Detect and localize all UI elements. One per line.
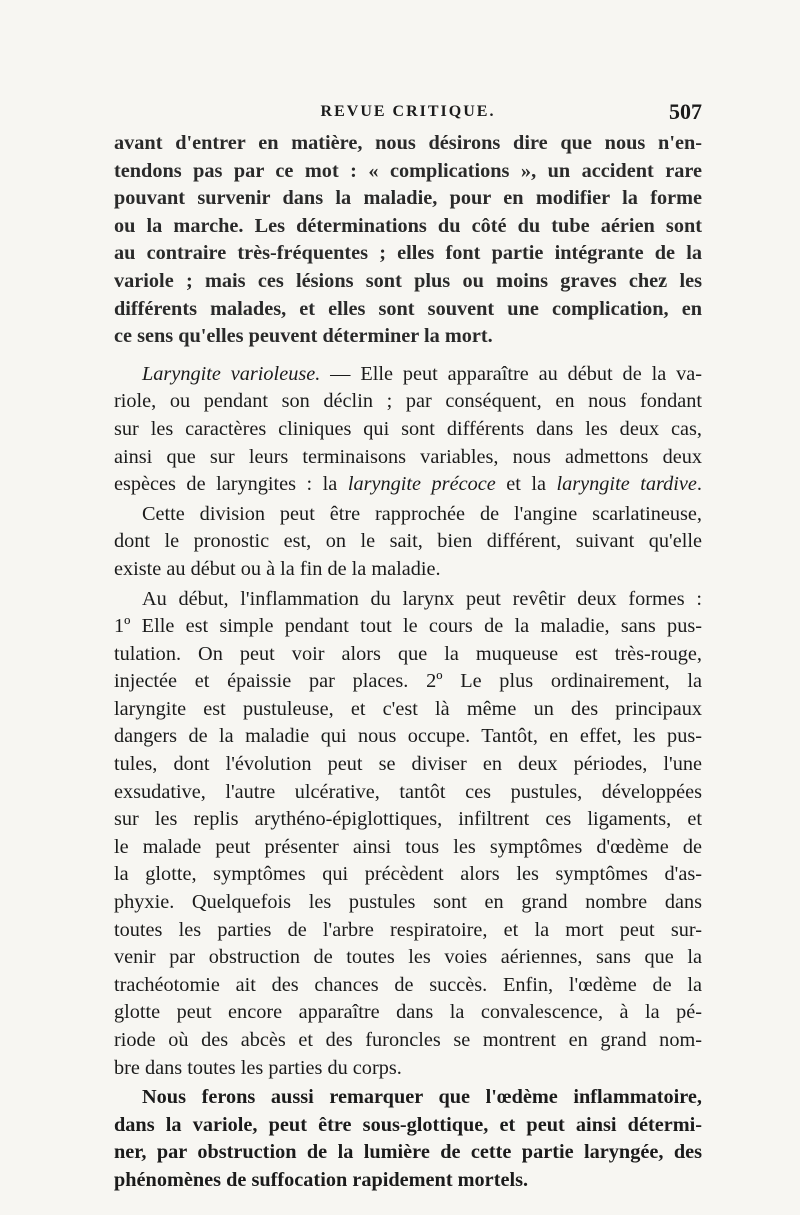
text-line: variole ; mais ces lésions sont plus ou moins graves chez les xyxy=(114,269,702,292)
text-line: tules, dont l'évolution peut se diviser en deux périodes, l'une xyxy=(114,753,702,776)
italic-term: laryngite tardive xyxy=(556,473,697,496)
paragraph-debut xyxy=(114,586,702,1083)
text-line: au contraire très-fréquentes ; elles font partie intégrante de la xyxy=(114,242,702,265)
text-line: 1º Elle est simple pendant tout le cours de la maladie, sans pus- xyxy=(114,615,702,638)
page-number: 507 xyxy=(669,99,702,124)
text-line: injectée et épaissie par places. 2º Le plus ordinairement, la xyxy=(114,670,702,693)
text-line: dangers de la maladie qui nous occupe. Tantôt, en effet, les pus- xyxy=(114,725,702,748)
text-line: pouvant survenir dans la maladie, pour en modifier la forme xyxy=(114,187,702,210)
text-line: sur les replis arythéno-épiglottiques, infiltrent ces ligaments, et xyxy=(114,808,702,831)
text-line: phénomènes de suffocation rapidement mortels. xyxy=(114,1168,529,1191)
text-line: toutes les parties de l'arbre respiratoire, et la mort peut sur- xyxy=(114,918,702,941)
paragraph-1 xyxy=(114,130,702,351)
body-text xyxy=(114,130,702,1195)
running-head xyxy=(114,99,702,133)
text-line: venir par obstruction de toutes les voies aériennes, sans que la xyxy=(114,946,702,969)
text-line: phyxie. Quelquefois les pustules sont en grand nombre dans xyxy=(114,891,702,914)
text-line: dont le pronostic est, on le sait, bien différent, suivant qu'elle xyxy=(114,530,702,553)
text-line: ce sens qu'elles peuvent déterminer la mort. xyxy=(114,325,493,348)
text-line: différents malades, et elles sont souvent une complication, en xyxy=(114,297,702,320)
text-line: existe au début ou à la fin de la maladie. xyxy=(114,557,441,580)
text-line: ou la marche. Les déterminations du côté du tube aérien sont xyxy=(114,214,702,237)
text-line: dans la variole, peut être sous-glottique, et peut ainsi détermi- xyxy=(114,1113,702,1136)
text-line: bre dans toutes les parties du corps. xyxy=(114,1056,402,1079)
text-line: laryngite est pustuleuse, et c'est là même un des principaux xyxy=(114,697,702,720)
paragraph-division xyxy=(114,501,702,584)
text-line: sur les caractères cliniques qui sont différents dans les deux cas, xyxy=(114,417,702,440)
text-line: le malade peut présenter ainsi tous les symptômes d'œdème de xyxy=(114,835,702,858)
italic-term: laryngite précoce xyxy=(347,473,496,496)
text-line: tendons pas par ce mot : « complications », un accident rare xyxy=(114,159,702,182)
text-line: la glotte, symptômes qui précèdent alors les symptômes d'as- xyxy=(114,863,702,886)
text-line: Au début, l'inflammation du larynx peut revêtir deux formes : xyxy=(142,587,702,610)
text-line: tulation. On peut voir alors que la muqueuse est très-rouge, xyxy=(114,642,702,665)
text-line: exsudative, l'autre ulcérative, tantôt ces pustules, développées xyxy=(114,780,702,803)
text-line: trachéotomie ait des chances de succès. Enfin, l'œdème de la xyxy=(114,973,702,996)
running-title: REVUE CRITIQUE. xyxy=(320,103,496,120)
text-line: Laryngite varioleuse. — Elle peut apparaître au début de la va- xyxy=(142,362,702,385)
text-line: ainsi que sur leurs terminaisons variables, nous admettons deux xyxy=(114,445,702,468)
text-line: avant d'entrer en matière, nous désirons dire que nous n'en- xyxy=(114,132,702,154)
text-line: glotte peut encore apparaître dans la convalescence, à la pé- xyxy=(114,1001,702,1024)
paragraph-laryngite xyxy=(114,361,702,499)
text-line: espèces de laryngites : la laryngite précoce et la laryngite tardive. xyxy=(114,473,702,496)
text-line: riole, ou pendant son déclin ; par conséquent, en nous fondant xyxy=(114,390,702,413)
text-line: ner, par obstruction de la lumière de cette partie laryngée, des xyxy=(114,1141,702,1164)
paragraph-oedeme xyxy=(114,1084,702,1194)
section-heading: Laryngite varioleuse. xyxy=(142,362,321,385)
text-line: riode où des abcès et des furoncles se montrent en grand nom- xyxy=(114,1029,702,1051)
text-line: Nous ferons aussi remarquer que l'œdème inflammatoire, xyxy=(142,1086,702,1109)
text-line: Cette division peut être rapprochée de l'angine scarlatineuse, xyxy=(142,502,702,525)
